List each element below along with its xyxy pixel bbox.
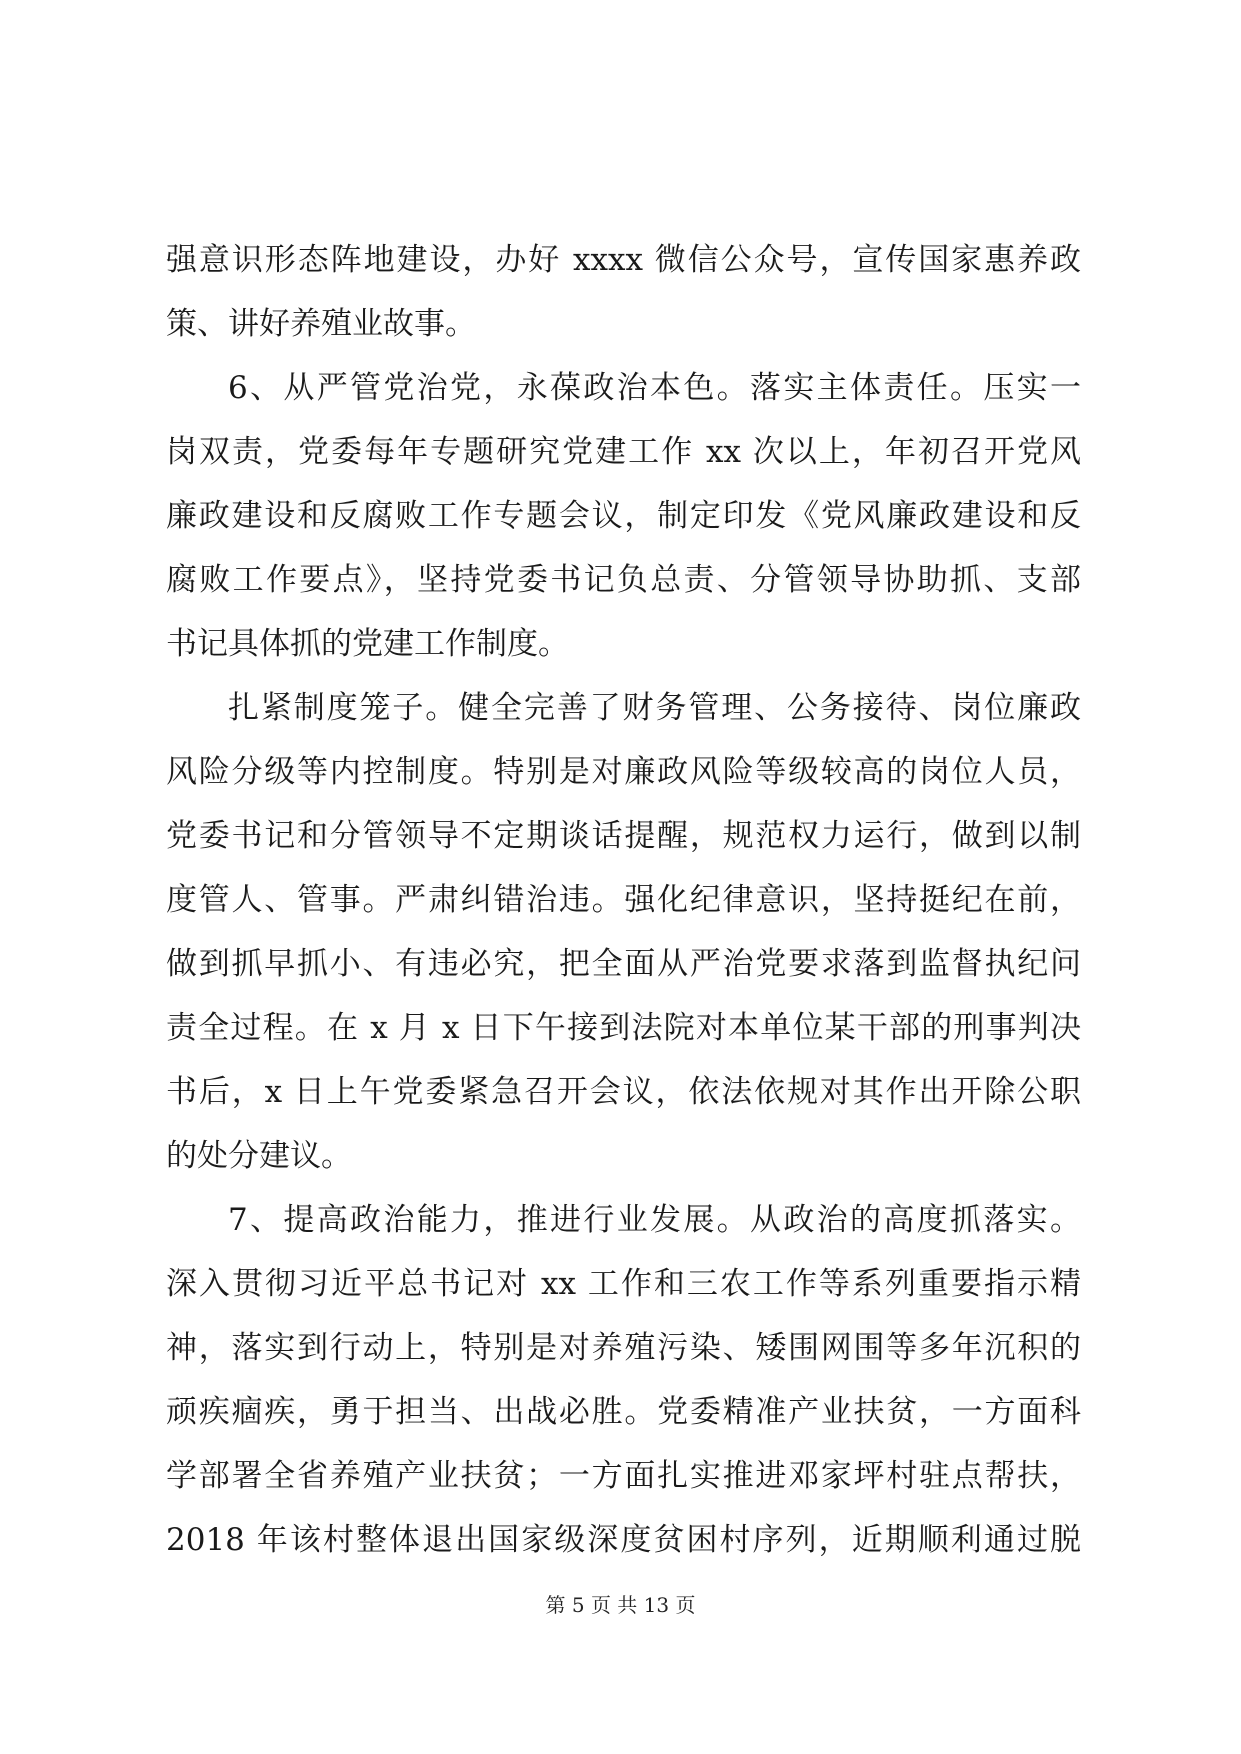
text-line: 深入贯彻习近平总书记对 xx 工作和三农工作等系列重要指示精 — [166, 1266, 1081, 1302]
text-line: 神，落实到行动上，特别是对养殖污染、矮围网围等多年沉积的 — [166, 1330, 1081, 1366]
text-line: 强意识形态阵地建设，办好 xxxx 微信公众号，宣传国家惠养政 — [166, 242, 1081, 278]
text-line: 2018 年该村整体退出国家级深度贫困村序列，近期顺利通过脱 — [166, 1522, 1081, 1558]
text-line: 策、讲好养殖业故事。 — [166, 306, 476, 342]
text-line: 岗双责，党委每年专题研究党建工作 xx 次以上，年初召开党风 — [166, 434, 1081, 470]
text-line: 风险分级等内控制度。特别是对廉政风险等级较高的岗位人员， — [166, 754, 1081, 790]
text-line: 度管人、管事。严肃纠错治违。强化纪律意识，坚持挺纪在前， — [166, 882, 1081, 918]
text-line: 责全过程。在 x 月 x 日下午接到法院对本单位某干部的刑事判决 — [166, 1010, 1081, 1046]
paragraph-6-heading-line: 6、从严管党治党，永葆政治本色。落实主体责任。压实一 — [228, 370, 1081, 406]
text-line: 书记具体抓的党建工作制度。 — [166, 626, 569, 662]
text-line: 的处分建议。 — [166, 1138, 352, 1174]
text-line: 做到抓早抓小、有违必究，把全面从严治党要求落到监督执纪问 — [166, 946, 1081, 982]
text-line: 顽疾痼疾，勇于担当、出战必胜。党委精准产业扶贫，一方面科 — [166, 1394, 1081, 1430]
page-number-footer: 第 5 页 共 13 页 — [545, 1593, 696, 1617]
text-line: 腐败工作要点》，坚持党委书记负总责、分管领导协助抓、支部 — [166, 562, 1081, 598]
text-line: 书后，x 日上午党委紧急召开会议，依法依规对其作出开除公职 — [166, 1074, 1081, 1110]
text-line: 学部署全省养殖产业扶贫；一方面扎实推进邓家坪村驻点帮扶， — [166, 1458, 1081, 1494]
document-body — [166, 228, 1081, 1572]
text-line: 廉政建设和反腐败工作专题会议，制定印发《党风廉政建设和反 — [166, 498, 1081, 534]
paragraph-7-heading-line: 7、提高政治能力，推进行业发展。从政治的高度抓落实。 — [228, 1202, 1081, 1238]
paragraph-start-line: 扎紧制度笼子。健全完善了财务管理、公务接待、岗位廉政 — [228, 690, 1081, 726]
text-line: 党委书记和分管领导不定期谈话提醒，规范权力运行，做到以制 — [166, 818, 1081, 854]
